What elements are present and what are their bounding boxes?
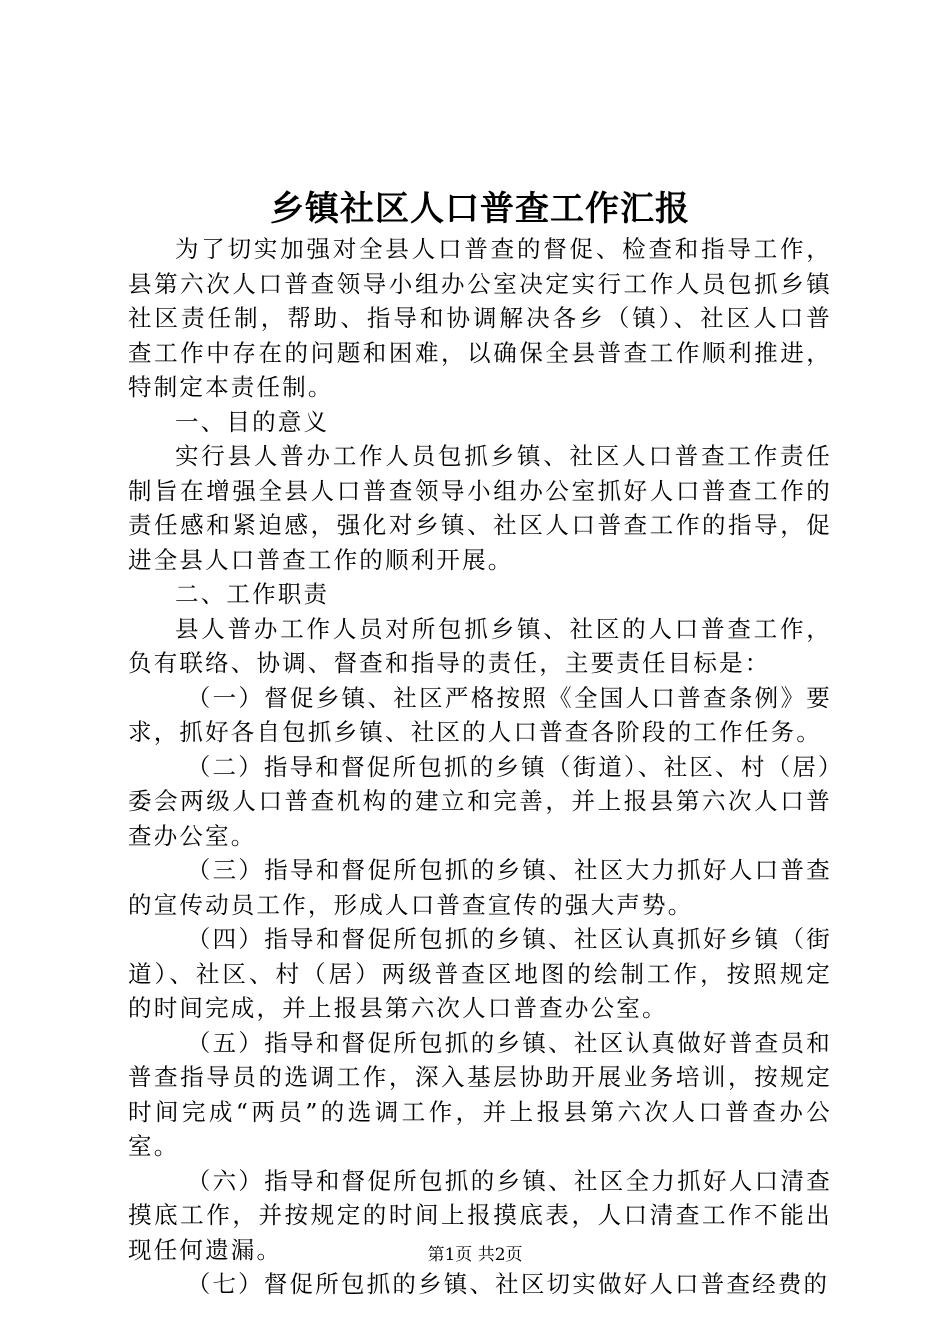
paragraph-intro: 为了切实加强对全县人口普查的督促、检查和指导工作，县第六次人口普查领导小组办公室决定实行工作人员包抓乡镇社区责任制，帮助、指导和协调解决各乡（镇）、社区人口普查工作中存在的问题和困难，以确保全县普查工作顺利推进，特制定本责任制。: [128, 235, 832, 401]
list-item-6: （六）指导和督促所包抓的乡镇、社区全力抓好人口清查摸底工作，并按规定的时间上报摸底表，人口清查工作不能出现任何遗漏。: [128, 1166, 832, 1264]
page-footer: 第1页 共2页: [427, 1245, 523, 1265]
document-body: [128, 232, 832, 1302]
document-title: 乡镇社区人口普查工作汇报: [270, 189, 690, 229]
section-heading-duties: 二、工作职责: [175, 580, 330, 608]
paragraph-purpose: 实行县人普办工作人员包抓乡镇、社区人口普查工作责任制旨在增强全县人口普查领导小组办公室抓好人口普查工作的责任感和紧迫感，强化对乡镇、社区人口普查工作的指导，促进全县人口普查工作的顺利开展。: [128, 442, 832, 574]
section-heading-purpose: 一、目的意义: [175, 407, 330, 436]
list-item-4: （四）指导和督促所包抓的乡镇、社区认真抓好乡镇（街道）、社区、村（居）两级普查区地图的绘制工作，按照规定的时间完成，并上报县第六次人口普查办公室。: [128, 925, 832, 1022]
list-item-7: （七）督促所包抓的乡镇、社区切实做好人口普查经费的: [186, 1270, 830, 1298]
list-item-1: （一）督促乡镇、社区严格按照《全国人口普查条例》要求，抓好各自包抓乡镇、社区的人口普查各阶段的工作任务。: [128, 683, 832, 746]
paragraph-duties-intro: 县人普办工作人员对所包抓乡镇、社区的人口普查工作，负有联络、协调、督查和指导的责任，主要责任目标是：: [128, 614, 832, 677]
list-item-3: （三）指导和督促所包抓的乡镇、社区大力抓好人口普查的宣传动员工作，形成人口普查宣传的强大声势。: [128, 856, 832, 919]
list-item-2: （二）指导和督促所包抓的乡镇（街道）、社区、村（居）委会两级人口普查机构的建立和完善，并上报县第六次人口普查办公室。: [128, 752, 832, 850]
list-item-5: （五）指导和督促所包抓的乡镇、社区认真做好普查员和普查指导员的选调工作，深入基层协助开展业务培训，按规定时间完成“两员”的选调工作，并上报县第六次人口普查办公室。: [128, 1028, 832, 1160]
